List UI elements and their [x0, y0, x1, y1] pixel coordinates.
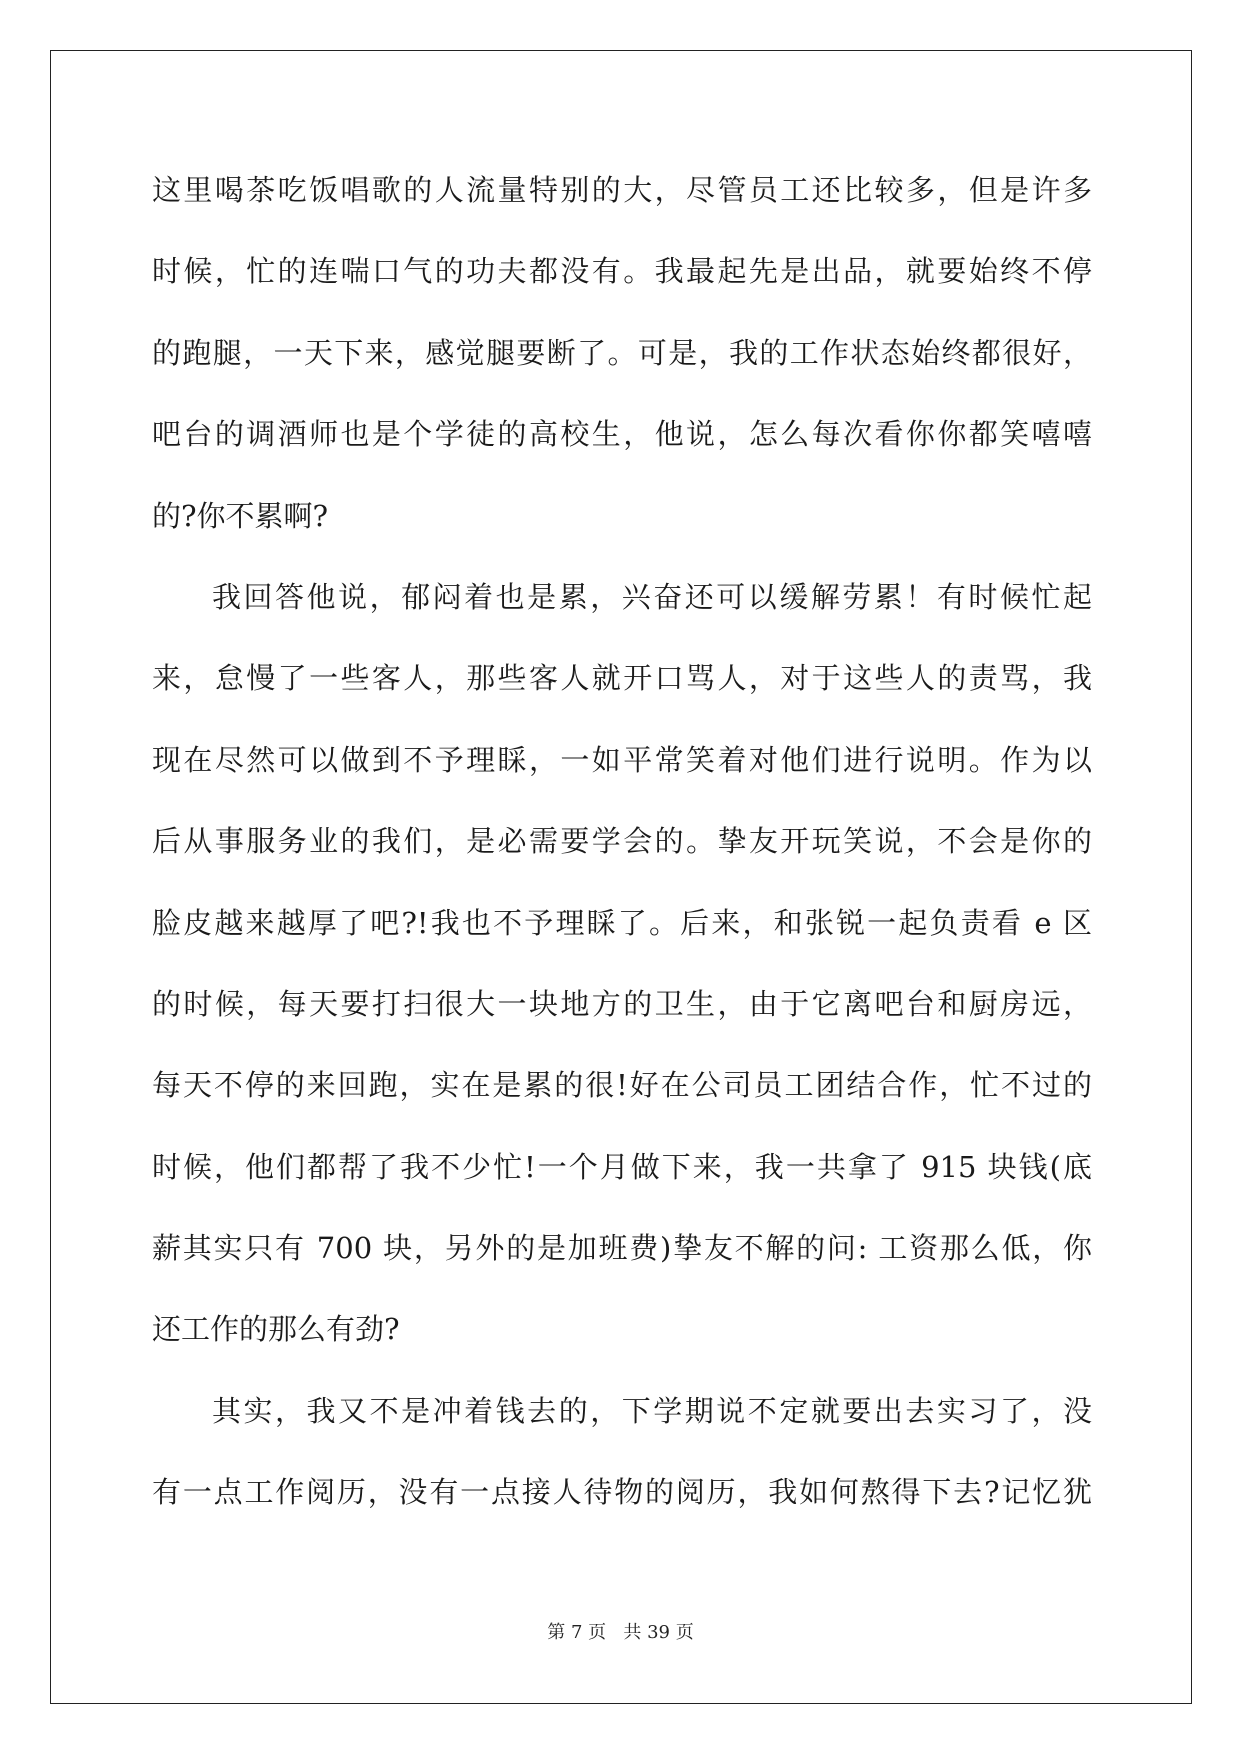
- text-line: 时候，他们都帮了我不少忙!一个月做下来，我一共拿了 915 块钱(底: [152, 1149, 1092, 1184]
- document-body: [152, 150, 1092, 1534]
- text-line: 薪其实只有 700 块，另外的是加班费)挚友不解的问: 工资那么低，你: [152, 1231, 1092, 1266]
- text-line: 这里喝茶吃饭唱歌的人流量特别的大，尽管员工还比较多，但是许多: [152, 173, 1092, 207]
- text-line: 其实，我又不是冲着钱去的，下学期说不定就要出去实习了，没: [212, 1393, 1092, 1428]
- text-line: 的跑腿，一天下来，感觉腿要断了。可是，我的工作状态始终都很好，: [152, 335, 1092, 370]
- text-line: 我回答他说，郁闷着也是累，兴奋还可以缓解劳累！有时候忙起: [212, 579, 1092, 614]
- text-line: 后从事服务业的我们，是必需要学会的。挚友开玩笑说，不会是你的: [152, 824, 1092, 859]
- text-line: 脸皮越来越厚了吧?!我也不予理睬了。后来，和张锐一起负责看 e 区: [152, 905, 1092, 940]
- current-page-label: 第 7 页: [547, 1622, 607, 1643]
- text-line: 吧台的调酒师也是个学徒的高校生，他说，怎么每次看你你都笑嘻嘻: [152, 417, 1092, 452]
- text-line: 的?你不累啊?: [152, 498, 329, 533]
- text-line: 时候，忙的连喘口气的功夫都没有。我最起先是出品，就要始终不停: [152, 254, 1092, 289]
- text-line: 现在尽然可以做到不予理睬，一如平常笑着对他们进行说明。作为以: [152, 742, 1092, 777]
- text-line: 还工作的那么有劲?: [152, 1312, 400, 1347]
- text-line: 每天不停的来回跑，实在是累的很!好在公司员工团结合作，忙不过的: [152, 1068, 1092, 1103]
- total-pages-label: 共 39 页: [623, 1622, 694, 1643]
- footer-spacer: [606, 1622, 623, 1643]
- text-line: 的时候，每天要打扫很大一块地方的卫生，由于它离吧台和厨房远，: [152, 986, 1092, 1021]
- text-line: 有一点工作阅历，没有一点接人待物的阅历，我如何熬得下去?记忆犹: [152, 1475, 1092, 1510]
- text-line: 来，怠慢了一些客人，那些客人就开口骂人，对于这些人的责骂，我: [152, 661, 1092, 696]
- page-footer: [0, 1618, 1241, 1644]
